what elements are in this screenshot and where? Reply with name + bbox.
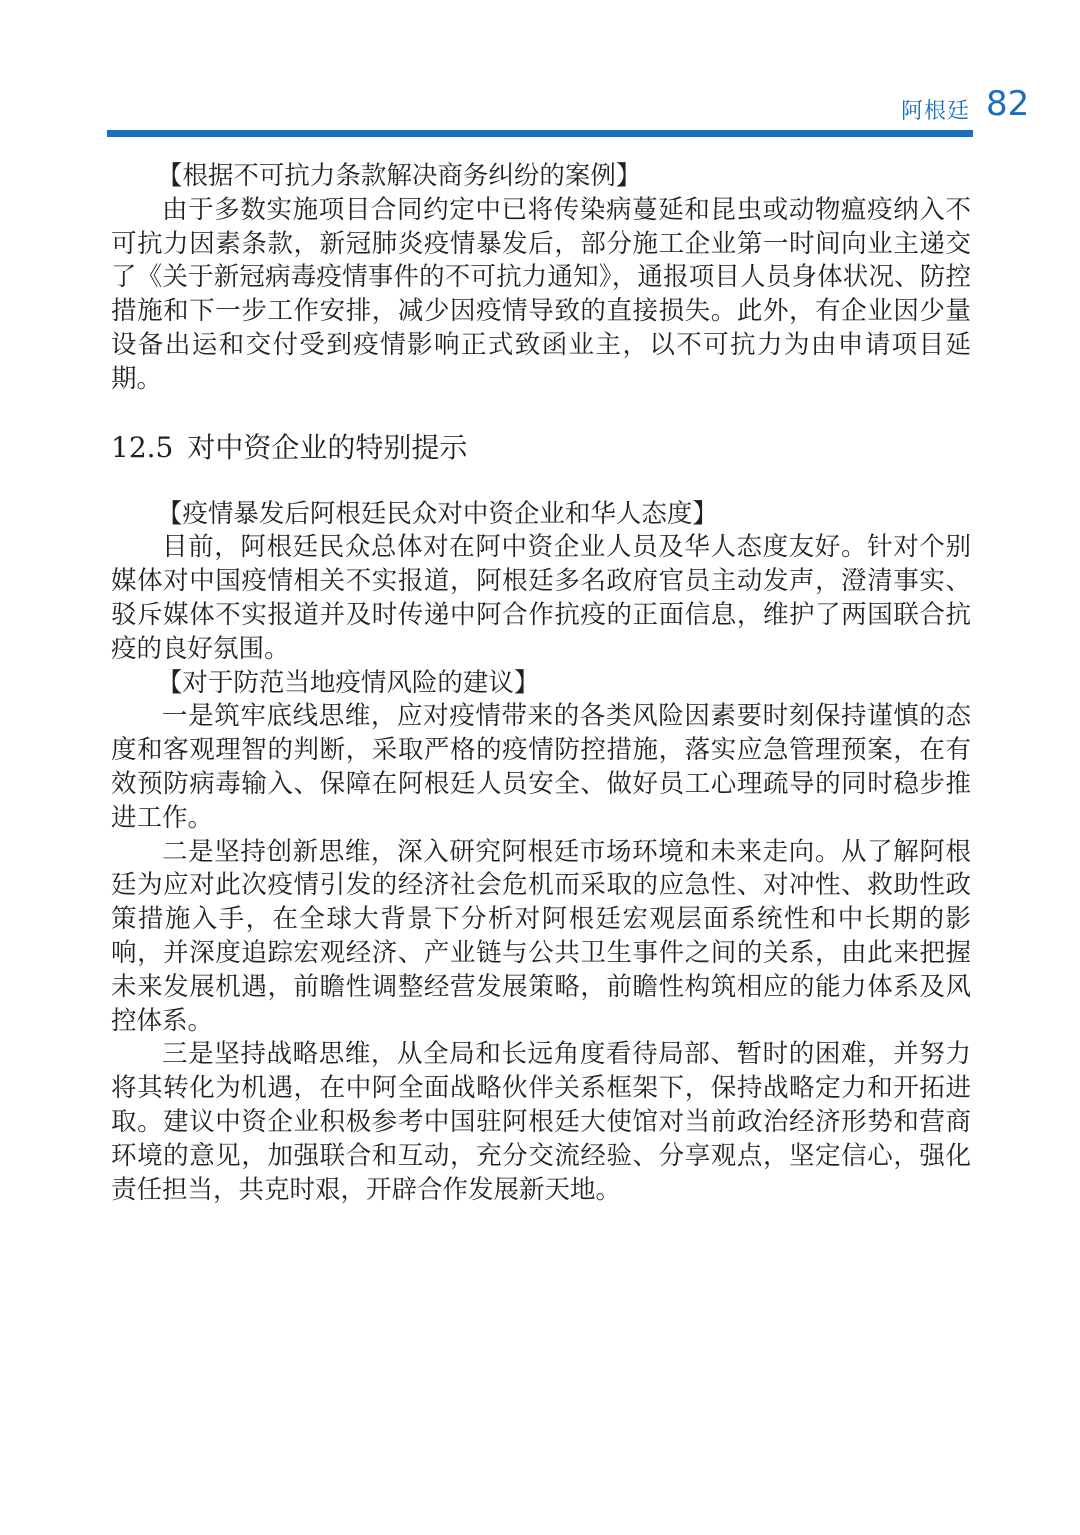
case-title: 【根据不可抗力条款解决商务纠纷的案例】 (156, 161, 642, 191)
header-country-label: 阿根廷 (900, 99, 970, 124)
section-title: 对中资企业的特别提示 (187, 430, 468, 464)
document-body (111, 160, 971, 1207)
attitude-paragraph: 目前，阿根廷民众总体对在阿中资企业人员及华人态度友好。针对个别媒体对中国疫情相关不实报道，阿根廷多名政府官员主动发声，澄清事实、驳斥媒体不实报道并及时传递中阿合作抗疫的正面信息，维护了两国联合抗疫的良好氛围。 (111, 532, 971, 664)
page-header (0, 86, 1080, 136)
advice-paragraph-2: 二是坚持创新思维，深入研究阿根廷市场环境和未来走向。从了解阿根廷为应对此次疫情引发的经济社会危机而采取的应急性、对冲性、救助性政策措施入手，在全球大背景下分析对阿根廷宏观层面系统性和中长期的影响，并深度追踪宏观经济、产业链与公共卫生事件之间的关系，由此来把握未来发展机遇，前瞻性调整经营发展策略，前瞻性构筑相应的能力体系及风控体系。 (111, 836, 971, 1036)
section-number: 12.5 (111, 430, 174, 464)
section-heading (111, 430, 971, 466)
advice-paragraph-3: 三是坚持战略思维，从全局和长远角度看待局部、暂时的困难，并努力将其转化为机遇，在中阿全面战略伙伴关系框架下，保持战略定力和开拓进取。建议中资企业积极参考中国驻阿根廷大使馆对当前政治经济形势和营商环境的意见，加强联合和互动，充分交流经验、分享观点，坚定信心，强化责任担当，共克时艰，开辟合作发展新天地。 (111, 1039, 971, 1205)
header-rule (107, 130, 973, 137)
advice-title: 【对于防范当地疫情风险的建议】 (156, 667, 540, 698)
case-paragraph: 由于多数实施项目合同约定中已将传染病蔓延和昆虫或动物瘟疫纳入不可抗力因素条款，新冠肺炎疫情暴发后，部分施工企业第一时间向业主递交了《关于新冠病毒疫情事件的不可抗力通知》，通报项目人员身体状况、防控措施和下一步工作安排，减少因疫情导致的直接损失。此外，有企业因少量设备出运和交付受到疫情影响正式致函业主，以不可抗力为由申请项目延期。 (111, 194, 971, 394)
attitude-title: 【疫情暴发后阿根廷民众对中资企业和华人态度】 (156, 498, 718, 529)
advice-paragraph-1: 一是筑牢底线思维，应对疫情带来的各类风险因素要时刻保持谨慎的态度和客观理智的判断，采取严格的疫情防控措施，落实应急管理预案，在有效预防病毒输入、保障在阿根廷人员安全、做好员工心理疏导的同时稳步推进工作。 (111, 701, 971, 833)
page-number: 82 (986, 84, 1030, 124)
